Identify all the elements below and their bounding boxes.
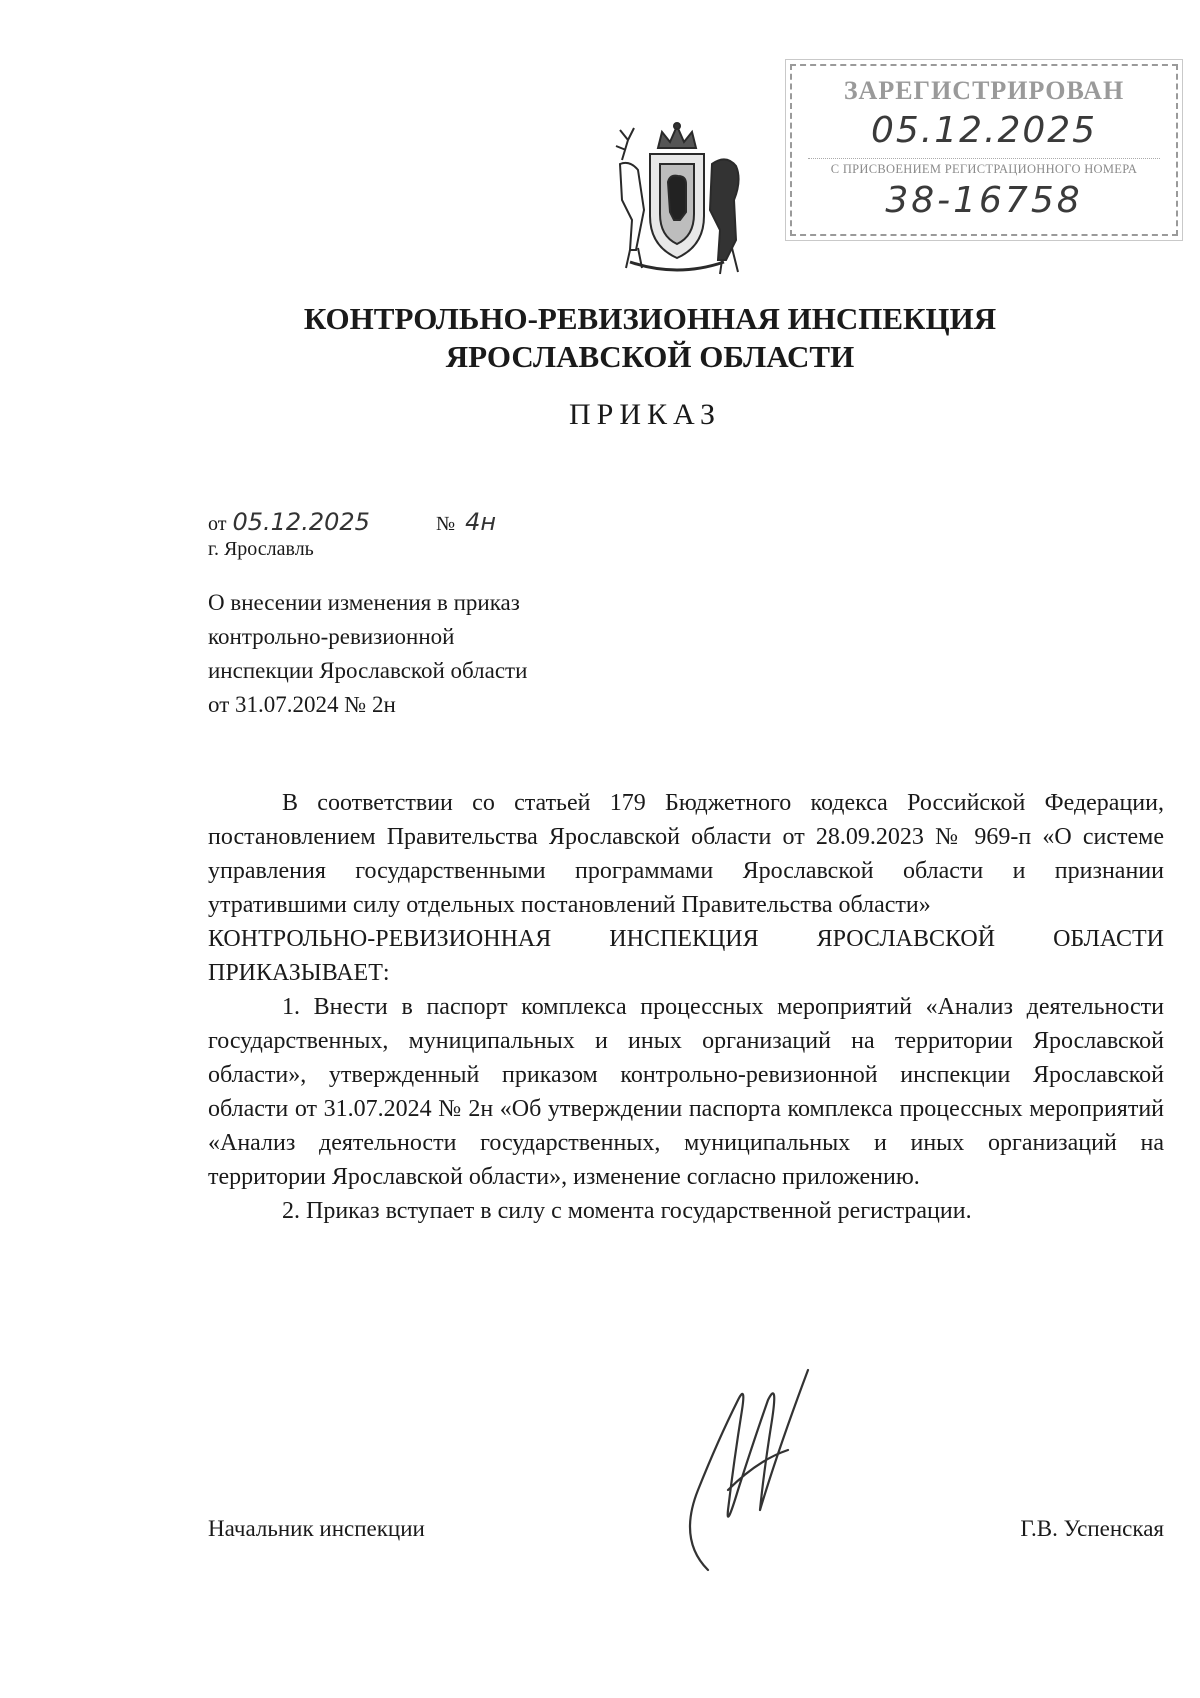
preamble-paragraph: В соответствии со статьей 179 Бюджетного кодекса Российской Федерации, постановлением Правительства Ярославской области от 28.09.2023 № 969-п «О системе управления государственными программами Ярославской области и признании утратившими силу отдельных постановлений Правительства области»	[208, 790, 1164, 918]
signatory-name: Г.В. Успенская	[1020, 1516, 1164, 1541]
order-body	[208, 786, 1164, 1228]
subject-line-2: контрольно-ревизионной	[208, 624, 455, 649]
signatory-position: Начальник инспекции	[208, 1516, 425, 1541]
stamp-title: ЗАРЕГИСТРИРОВАН	[843, 76, 1125, 105]
date-label: от	[208, 513, 227, 535]
stamp-divider	[808, 158, 1160, 159]
document-type: ПРИКАЗ	[569, 398, 721, 431]
item-2-paragraph: 2. Приказ вступает в силу с момента государственной регистрации.	[282, 1198, 972, 1224]
directive-paragraph: КОНТРОЛЬНО-РЕВИЗИОННАЯ ИНСПЕКЦИЯ ЯРОСЛАВСКОЙ ОБЛАСТИ ПРИКАЗЫВАЕТ:	[208, 926, 1164, 986]
subject-line-1: О внесении изменения в приказ	[208, 590, 520, 615]
item-1-paragraph: 1. Внести в паспорт комплекса процессных мероприятий «Анализ деятельности государственных, муниципальных и иных организаций на территории Ярославской области», утвержденный приказом контрольно-ревизионной инспекции Ярославской области от 31.07.2024 № 2н «Об утверждении паспорта комплекса процессных мероприятий «Анализ деятельности государственных, муниципальных и иных организаций на территории Ярославской области», изменение согласно приложению.	[208, 994, 1164, 1190]
order-date: 05.12.2025	[232, 508, 370, 536]
handwritten-signature-icon	[668, 1340, 818, 1580]
subject-line-4: от 31.07.2024 № 2н	[208, 692, 396, 717]
org-line-2: ЯРОСЛАВСКОЙ ОБЛАСТИ	[445, 339, 855, 374]
org-line-1: КОНТРОЛЬНО-РЕВИЗИОННАЯ ИНСПЕКЦИЯ	[303, 301, 997, 336]
order-date-line	[208, 508, 497, 536]
coat-of-arms-icon	[600, 120, 755, 280]
order-number: 4н	[465, 508, 497, 536]
stamp-subtitle: С ПРИСВОЕНИЕМ РЕГИСТРАЦИОННОГО НОМЕРА	[830, 162, 1138, 176]
stamp-date: 05.12.2025	[870, 110, 1098, 151]
order-subject	[208, 586, 628, 722]
stamp-registration-number: 38-16758	[885, 180, 1083, 221]
registration-stamp	[790, 64, 1178, 236]
subject-line-3: инспекции Ярославской области	[208, 658, 528, 683]
number-label: №	[436, 513, 456, 535]
organization-name	[0, 300, 1200, 376]
city: г. Ярославль	[208, 538, 314, 560]
